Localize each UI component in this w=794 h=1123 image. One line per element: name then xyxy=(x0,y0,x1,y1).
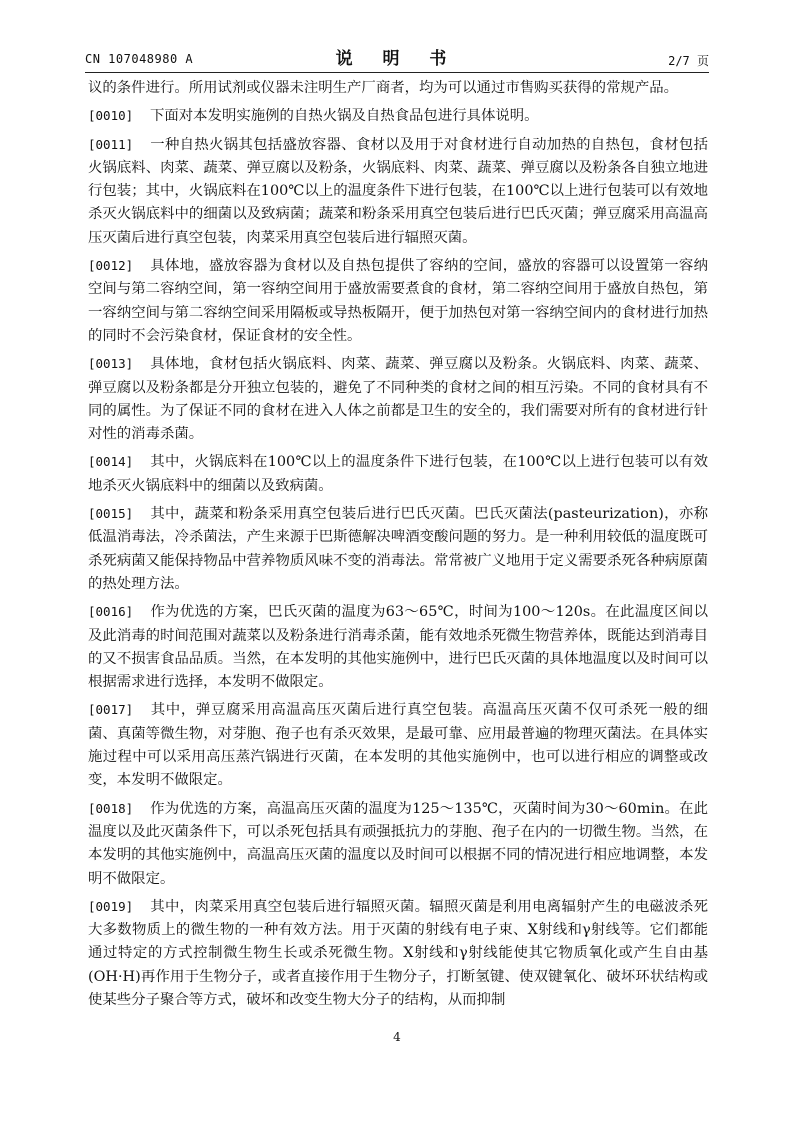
paragraph-text: 作为优选的方案，高温高压灭菌的温度为125～135℃，灭菌时间为30～60min。在此温度以及此灭菌条件下，可以杀死包括具有顽强抵抗力的芽胞、孢子在内的一切微生物。当然，在本发明的其他实施例中，高温高压灭菌的温度以及时间可以根据不同的情况进行相应地调整，本发明不做限定。 xyxy=(88,800,708,887)
paragraph-text: 一种自热火锅其包括盛放容器、食材以及用于对食材进行自动加热的自热包，食材包括火锅底料、肉菜、蔬菜、弹豆腐以及粉条，火锅底料、肉菜、蔬菜、弹豆腐以及粉条各自独立地进行包装；其中，火锅底料在100℃以上的温度条件下进行包装，在100℃以上进行包装可以有效地杀灭火锅底料中的细菌以及致病菌；蔬菜和粉条采用真空包装后进行巴氏灭菌；弹豆腐采用高温高压灭菌后进行真空包装，肉菜采用真空包装后进行辐照灭菌。 xyxy=(88,136,708,246)
paragraph-text: 作为优选的方案，巴氏灭菌的温度为63～65℃，时间为100～120s。在此温度区间以及此消毒的时间范围对蔬菜以及粉条进行消毒杀菌，能有效地杀死微生物营养体，既能达到消毒目的又不损害食品品质。当然，在本发明的其他实施例中，进行巴氏灭菌的具体地温度以及时间可以根据需求进行选择，本发明不做限定。 xyxy=(88,604,708,691)
publication-number: CN 107048980 A xyxy=(85,52,194,66)
paragraph xyxy=(88,352,708,446)
paragraph-number: [0012] xyxy=(88,258,134,274)
paragraph-text: 其中，肉菜采用真空包装后进行辐照灭菌。辐照灭菌是利用电离辐射产生的电磁波杀死大多数物质上的微生物的一种有效方法。用于灭菌的射线有电子束、X射线和γ射线等。它们都能通过特定的方式控制微生物生长或杀死微生物。X射线和γ射线能使其它物质氧化或产生自由基(OH·H)再作用于生物分子，或者直接作用于生物分子，打断氢键、使双键氧化、破坏环状结构或使某些分子聚合等方式，破坏和改变生物大分子的结构，从而抑制 xyxy=(88,898,708,1008)
paragraph-text: 其中，蔬菜和粉条采用真空包装后进行巴氏灭菌。巴氏灭菌法(pasteurization)，亦称低温消毒法，冷杀菌法，产生来源于巴斯德解决啤酒变酸问题的努力。是一种利用较低的温度既可杀死病菌又能保持物品中营养物质风味不变的消毒法。常常被广义地用于定义需要杀死各种病原菌的热处理方法。 xyxy=(88,506,708,592)
paragraph-continuation xyxy=(88,77,708,100)
paragraph-number: [0017] xyxy=(88,702,134,718)
paragraph-text: 具体地，食材包括火锅底料、肉菜、蔬菜、弹豆腐以及粉条。火锅底料、肉菜、蔬菜、弹豆腐以及粉条都是分开独立包装的，避免了不同种类的食材之间的相互污染。不同的食材具有不同的属性。为了保证不同的食材在进入人体之前都是卫生的安全的，我们需要对所有的食材进行针对性的消毒杀菌。 xyxy=(88,356,708,443)
paragraph-number: [0016] xyxy=(88,604,134,620)
paragraph xyxy=(88,133,708,250)
paragraph-number: [0011] xyxy=(88,136,134,152)
paragraph-number: [0019] xyxy=(88,898,134,914)
paragraph-text: 具体地，盛放容器为食材以及自热包提供了容纳的空间，盛放的容器可以设置第一容纳空间与第二容纳空间，第一容纳空间用于盛放需要煮食的食材，第二容纳空间用于盛放自热包，第一容纳空间与第二容纳空间采用隔板或导热板隔开，便于加热包对第一容纳空间内的食材进行加热的同时不会污染食材，保证食材的安全性。 xyxy=(88,258,708,344)
paragraph-number: [0014] xyxy=(88,454,134,470)
paragraph xyxy=(88,600,708,694)
paragraph-number: [0015] xyxy=(88,506,134,522)
paragraph-text: 其中，火锅底料在100℃以上的温度条件下进行包装，在100℃以上进行包装可以有效地杀灭火锅底料中的细菌以及致病菌。 xyxy=(88,454,708,494)
document-body xyxy=(88,77,708,1016)
paragraph xyxy=(88,698,708,792)
header-rule xyxy=(85,72,709,73)
paragraph xyxy=(88,895,708,1012)
paragraph xyxy=(88,502,708,596)
paragraph-number: [0013] xyxy=(88,356,134,372)
paragraph xyxy=(88,450,708,498)
paragraph-text: 议的条件进行。所用试剂或仪器未注明生产厂商者，均为可以通过市售购买获得的常规产品。 xyxy=(88,80,679,96)
paragraph-text: 下面对本发明实施例的自热火锅及自热食品包进行具体说明。 xyxy=(150,108,539,125)
paragraph-text: 其中，弹豆腐采用高温高压灭菌后进行真空包装。高温高压灭菌不仅可杀死一般的细菌、真菌等微生物，对芽胞、孢子也有杀灭效果，是最可靠、应用最普遍的物理灭菌法。在具体实施过程中可以采用高压蒸汽锅进行灭菌，在本发明的其他实施例中，也可以进行相应的调整或改变，本发明不做限定。 xyxy=(88,702,708,789)
document-title: 说 明 书 xyxy=(335,49,459,69)
paragraph xyxy=(88,104,708,128)
paragraph-number: [0010] xyxy=(88,108,134,124)
paragraph-number: [0018] xyxy=(88,800,134,816)
page-header xyxy=(85,42,709,70)
page-count: 2/7 页 xyxy=(668,54,709,68)
paragraph xyxy=(88,797,708,891)
paragraph xyxy=(88,254,708,348)
page-number: 4 xyxy=(393,1030,401,1044)
